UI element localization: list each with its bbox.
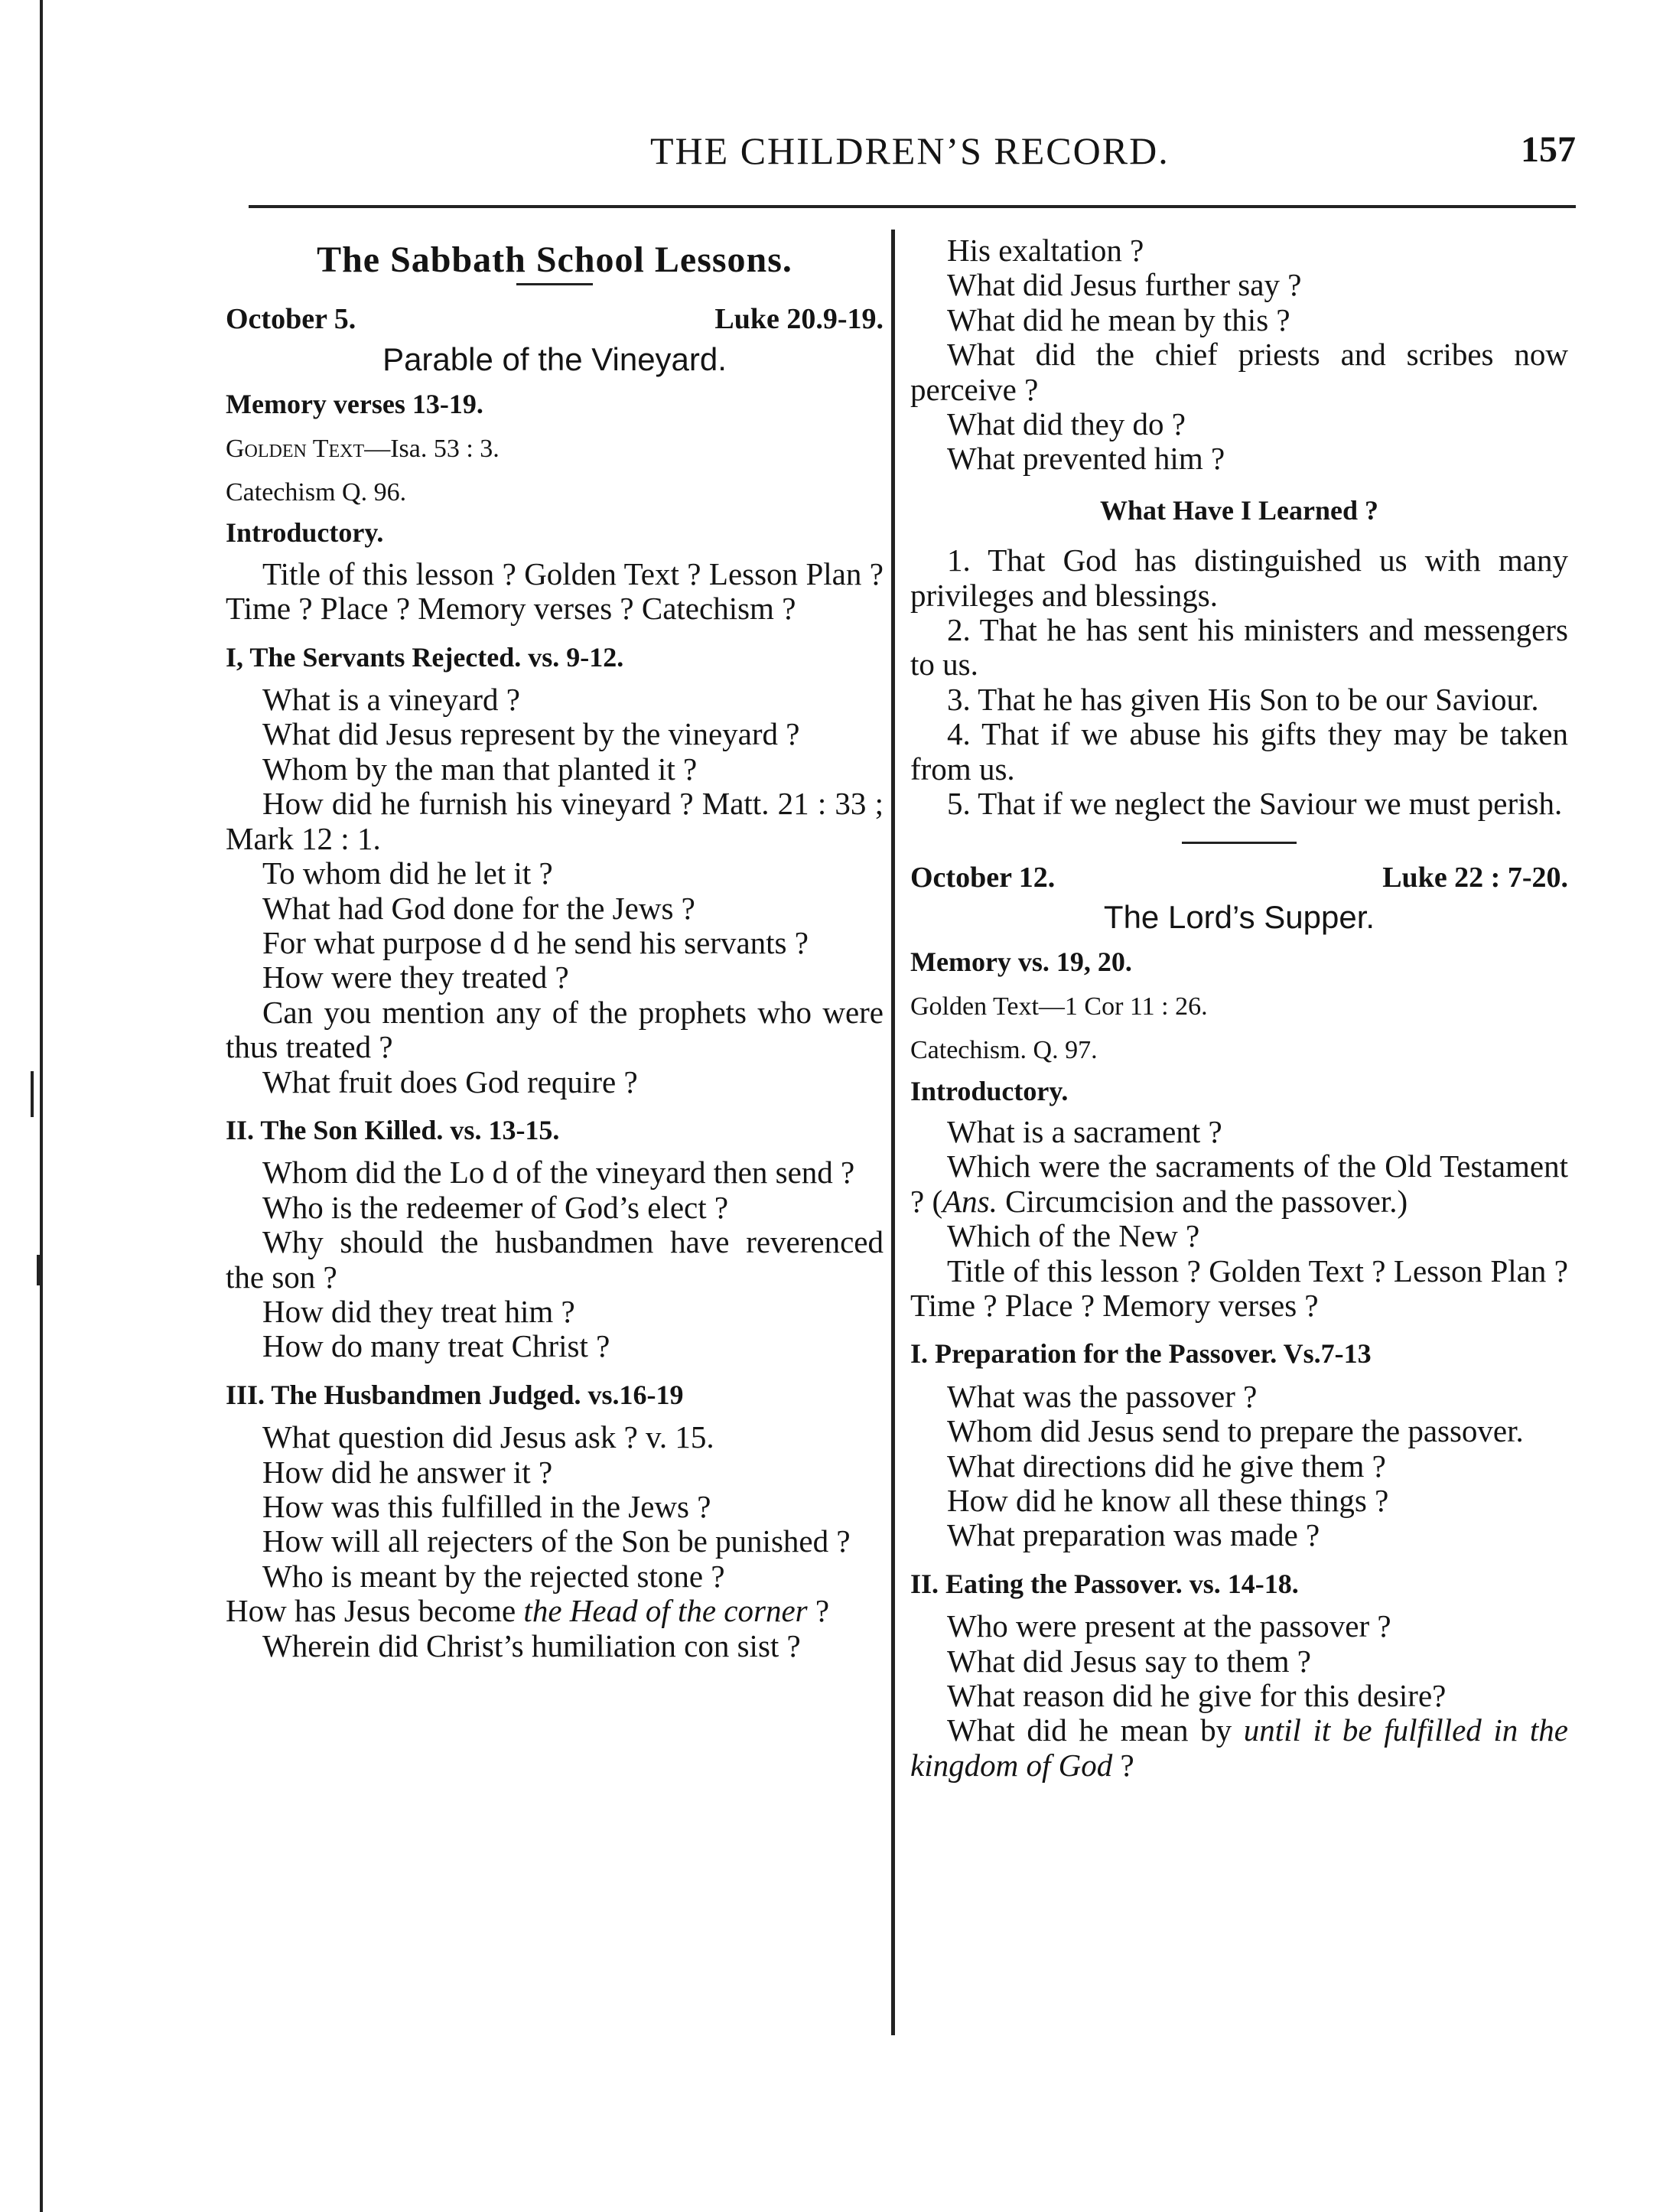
question: Whom by the man that planted it ? <box>262 751 698 787</box>
question-italic-text: until it be fulfilled in the kingdom of God <box>910 1712 1568 1783</box>
question: How did they treat him ? <box>262 1293 575 1329</box>
lesson-reference: Luke 22 : 7-20. <box>1382 861 1568 894</box>
question: How did he know all these things ? <box>947 1483 1389 1518</box>
left-column <box>226 233 884 1663</box>
golden-text <box>226 432 884 466</box>
lesson-date: October 12. <box>910 861 1056 894</box>
memory-verses: Memory verses 13-19. <box>226 389 483 420</box>
question: What did they do ? <box>947 406 1186 442</box>
page-header <box>260 129 1576 190</box>
question: Who is meant by the rejected stone ? <box>262 1558 725 1594</box>
right-column <box>910 233 1568 1783</box>
question <box>226 1594 884 1628</box>
question: Whom did Jesus send to prepare the passover. <box>947 1413 1524 1449</box>
question: What is a sacrament ? <box>947 1113 1222 1149</box>
running-title: THE CHILDREN’S RECORD. <box>650 129 1170 172</box>
introductory-label: Introductory. <box>910 1075 1069 1106</box>
learned-heading: What Have I Learned ? <box>1100 494 1378 526</box>
lesson-title: The Lord’s Supper. <box>1103 898 1375 935</box>
golden-text-label: Golden Text <box>226 434 365 463</box>
edge-mark <box>31 1071 34 1117</box>
lesson-divider <box>1182 842 1297 844</box>
question <box>910 1149 1568 1219</box>
learned-item: 2. That he has sent his ministers and messengers to us. <box>910 612 1568 682</box>
introductory-text: Title of this lesson ? Golden Text ? Lesson Plan ? Time ? Place ? Memory verses ? Catechism ? <box>226 555 884 627</box>
part-heading: II. The Son Killed. vs. 13-15. <box>226 1114 560 1145</box>
learned-item: 3. That he has given His Son to be our Saviour. <box>947 681 1539 717</box>
question: What was the passover ? <box>947 1378 1258 1414</box>
question-text: Which were the sacraments of the Old Testament ? ( <box>910 1148 1568 1219</box>
question: How did he furnish his vineyard ? Matt. 21 : 33 ; Mark 12 : 1. <box>226 786 884 856</box>
binding-edge-line <box>40 0 43 2212</box>
question: What question did Jesus ask ? v. 15. <box>262 1419 714 1455</box>
question: Can you mention any of the prophets who were thus treated ? <box>226 994 884 1065</box>
question: What directions did he give them ? <box>947 1448 1386 1484</box>
question: Wherein did Christ’s humiliation con sist ? <box>262 1627 801 1663</box>
question: Who were present at the passover ? <box>947 1608 1391 1644</box>
question: What is a vineyard ? <box>262 682 520 718</box>
question: What preparation was made ? <box>947 1517 1320 1553</box>
question: What did he mean by this ? <box>947 301 1290 337</box>
question: Why should the husbandmen have reverenced the son ? <box>226 1224 884 1295</box>
question: What reason did he give for this desire? <box>947 1678 1447 1714</box>
part-heading: III. The Husbandmen Judged. vs.16-19 <box>226 1379 684 1410</box>
question: How do many treat Christ ? <box>262 1328 610 1364</box>
question: How did he answer it ? <box>262 1454 553 1490</box>
question: Whom did the Lo d of the vineyard then send ? <box>262 1155 855 1191</box>
lesson-date: October 5. <box>226 303 356 336</box>
question: How were they treated ? <box>262 959 569 995</box>
learned-item: 1. That God has distinguished us with many privileges and blessings. <box>910 542 1568 613</box>
question-text: Circumcision and the passover.) <box>997 1183 1408 1219</box>
header-rule <box>249 205 1576 208</box>
section-title: The Sabbath School Lessons. <box>317 239 792 280</box>
part-heading: I. Preparation for the Passover. Vs.7-13 <box>910 1338 1372 1370</box>
part-heading: I, The Servants Rejected. vs. 9-12. <box>226 641 624 673</box>
lesson-reference: Luke 20.9-19. <box>714 303 884 336</box>
edge-mark <box>37 1255 40 1285</box>
part-heading: II. Eating the Passover. vs. 14-18. <box>910 1568 1299 1599</box>
question-italic-text: Ans. <box>942 1183 997 1219</box>
question: What had God done for the Jews ? <box>262 890 695 926</box>
question-italic-text: the Head of the corner <box>523 1593 808 1629</box>
page-number: 157 <box>1521 129 1576 170</box>
question: What did Jesus say to them ? <box>947 1643 1311 1679</box>
question: What did Jesus further say ? <box>947 267 1302 303</box>
lesson-date-row <box>910 861 1568 895</box>
memory-verses: Memory vs. 19, 20. <box>910 946 1132 978</box>
question: His exaltation ? <box>947 233 1144 268</box>
catechism: Catechism Q. 96. <box>226 478 407 507</box>
question-text: ? <box>1112 1747 1134 1783</box>
question: What prevented him ? <box>947 441 1225 477</box>
column-rule <box>891 230 895 2035</box>
question: Which of the New ? <box>947 1218 1200 1254</box>
learned-item: 5. That if we neglect the Saviour we must perish. <box>947 786 1563 822</box>
question-text: ? <box>807 1593 830 1629</box>
question: To whom did he let it ? <box>262 855 553 891</box>
question <box>910 1713 1568 1783</box>
question-text: What did he mean by <box>947 1712 1244 1748</box>
lesson-date-row <box>226 302 884 337</box>
golden-text: Golden Text—1 Cor 11 : 26. <box>910 992 1208 1021</box>
catechism: Catechism. Q. 97. <box>910 1036 1098 1065</box>
question: Title of this lesson ? Golden Text ? Lesson Plan ? Time ? Place ? Memory verses ? <box>910 1253 1568 1323</box>
golden-text-ref: —Isa. 53 : 3. <box>364 434 500 463</box>
question-text: How has Jesus become <box>226 1593 524 1629</box>
question: What did the chief priests and scribes now perceive ? <box>910 337 1568 407</box>
question: How will all rejecters of the Son be punished ? <box>262 1523 851 1559</box>
introductory-label: Introductory. <box>226 517 384 549</box>
lesson-title: Parable of the Vineyard. <box>382 340 727 377</box>
question: Who is the redeemer of God’s elect ? <box>262 1189 729 1225</box>
question: For what purpose d d he send his servants ? <box>262 924 809 960</box>
title-rule <box>516 283 593 285</box>
learned-item: 4. That if we abuse his gifts they may be taken from us. <box>910 716 1568 787</box>
question: What did Jesus represent by the vineyard ? <box>262 716 800 752</box>
question: What fruit does God require ? <box>262 1064 638 1099</box>
question: How was this fulfilled in the Jews ? <box>262 1489 711 1524</box>
